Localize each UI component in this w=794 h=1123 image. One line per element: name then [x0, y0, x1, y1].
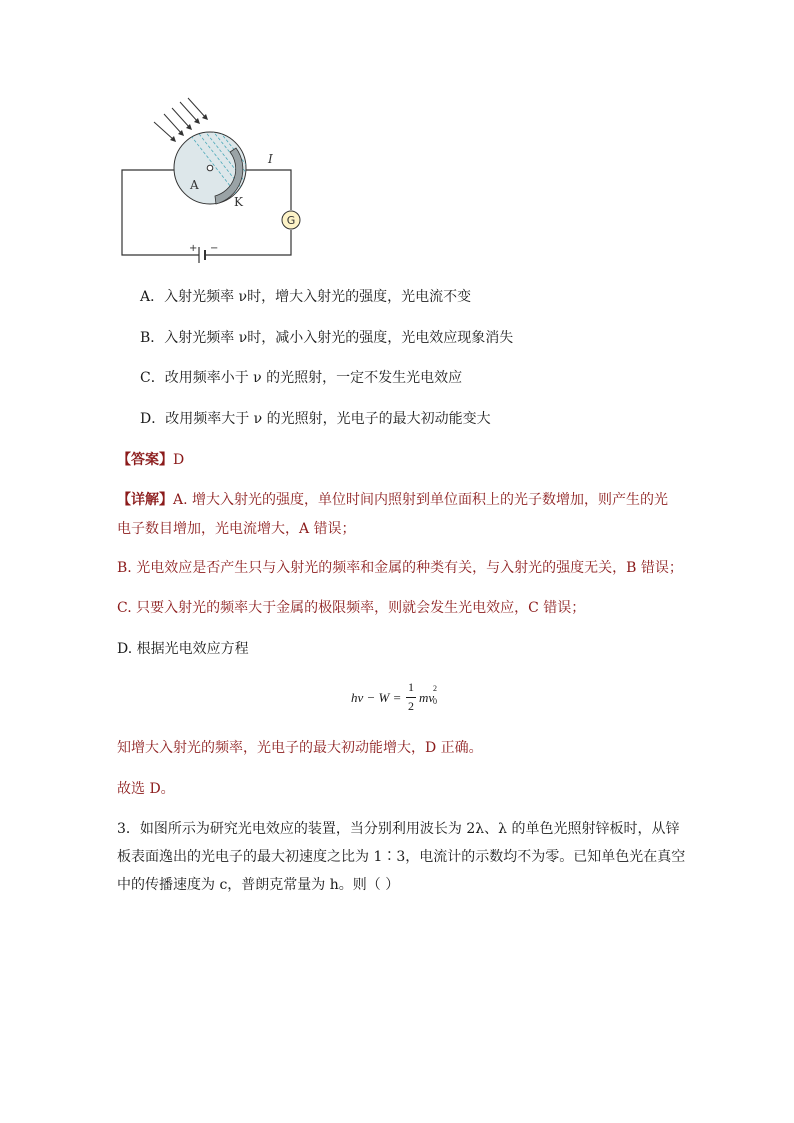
question-3-line-2: 板表面逸出的光电子的最大初速度之比为 1∶3，电流计的示数均不为零。已知单色光在真空 — [117, 849, 686, 865]
current-label: I — [268, 152, 273, 166]
formula-fraction-bar — [406, 697, 416, 698]
formula-fraction-den: 2 — [408, 699, 414, 713]
option-c: C．改用频率小于 ν 的光照射，一定不发生光电效应 — [140, 370, 463, 386]
battery-plus-label: + — [189, 243, 198, 254]
explanation-line-5: 知增大入射光的频率，光电子的最大初动能增大，D 正确。 — [117, 740, 483, 756]
answer-tag: 【答案】 — [117, 452, 173, 468]
photoelectric-circuit-diagram — [118, 96, 308, 271]
wire-top-right — [242, 170, 291, 210]
battery-minus-label: − — [210, 243, 219, 254]
galvanometer-label: G — [286, 214, 296, 227]
explanation-line-4: D. 根据光电效应方程 — [117, 641, 249, 657]
explanation-conclusion: 故选 D。 — [117, 781, 175, 797]
formula-rhs: mv — [419, 690, 435, 705]
option-b: B．入射光频率 ν时，减小入射光的强度，光电效应现象消失 — [140, 330, 514, 346]
formula-lhs: hν − W = — [351, 690, 402, 705]
question-3-line-3: 中的传播速度为 c，普朗克常量为 h。则（ ） — [117, 877, 400, 893]
anode — [207, 165, 213, 171]
explanation-line-3: C. 只要入射光的频率大于金属的极限频率，则就会发生光电效应，C 错误； — [117, 600, 586, 616]
answer-value: D — [173, 452, 185, 468]
option-a: A．入射光频率 ν时，增大入射光的强度，光电流不变 — [140, 289, 472, 305]
formula-fraction-num: 1 — [408, 680, 414, 694]
formula-superscript: 2 — [433, 684, 437, 693]
explanation-line-1 — [117, 490, 668, 510]
explanation-line-1b: 电子数目增加，光电流增大，A 错误； — [117, 521, 356, 537]
anode-label: A — [190, 178, 199, 192]
formula-subscript: 0 — [433, 697, 437, 706]
explanation-a-text: A. 增大入射光的强度，单位时间内照射到单位面积上的光子数增加，则产生的光 — [173, 492, 669, 508]
option-d: D．改用频率大于 ν 的光照射，光电子的最大初动能变大 — [140, 411, 491, 427]
question-3-line-1: 3．如图所示为研究光电效应的装置，当分别利用波长为 2λ、λ 的单色光照射锌板时，从锌 — [117, 821, 680, 837]
cathode-label: K — [234, 195, 243, 209]
explanation-line-2: B. 光电效应是否产生只与入射光的频率和金属的种类有关，与入射光的强度无关，B 错误； — [117, 560, 683, 576]
explanation-tag: 【详解】 — [117, 492, 173, 508]
answer-row — [117, 450, 184, 470]
